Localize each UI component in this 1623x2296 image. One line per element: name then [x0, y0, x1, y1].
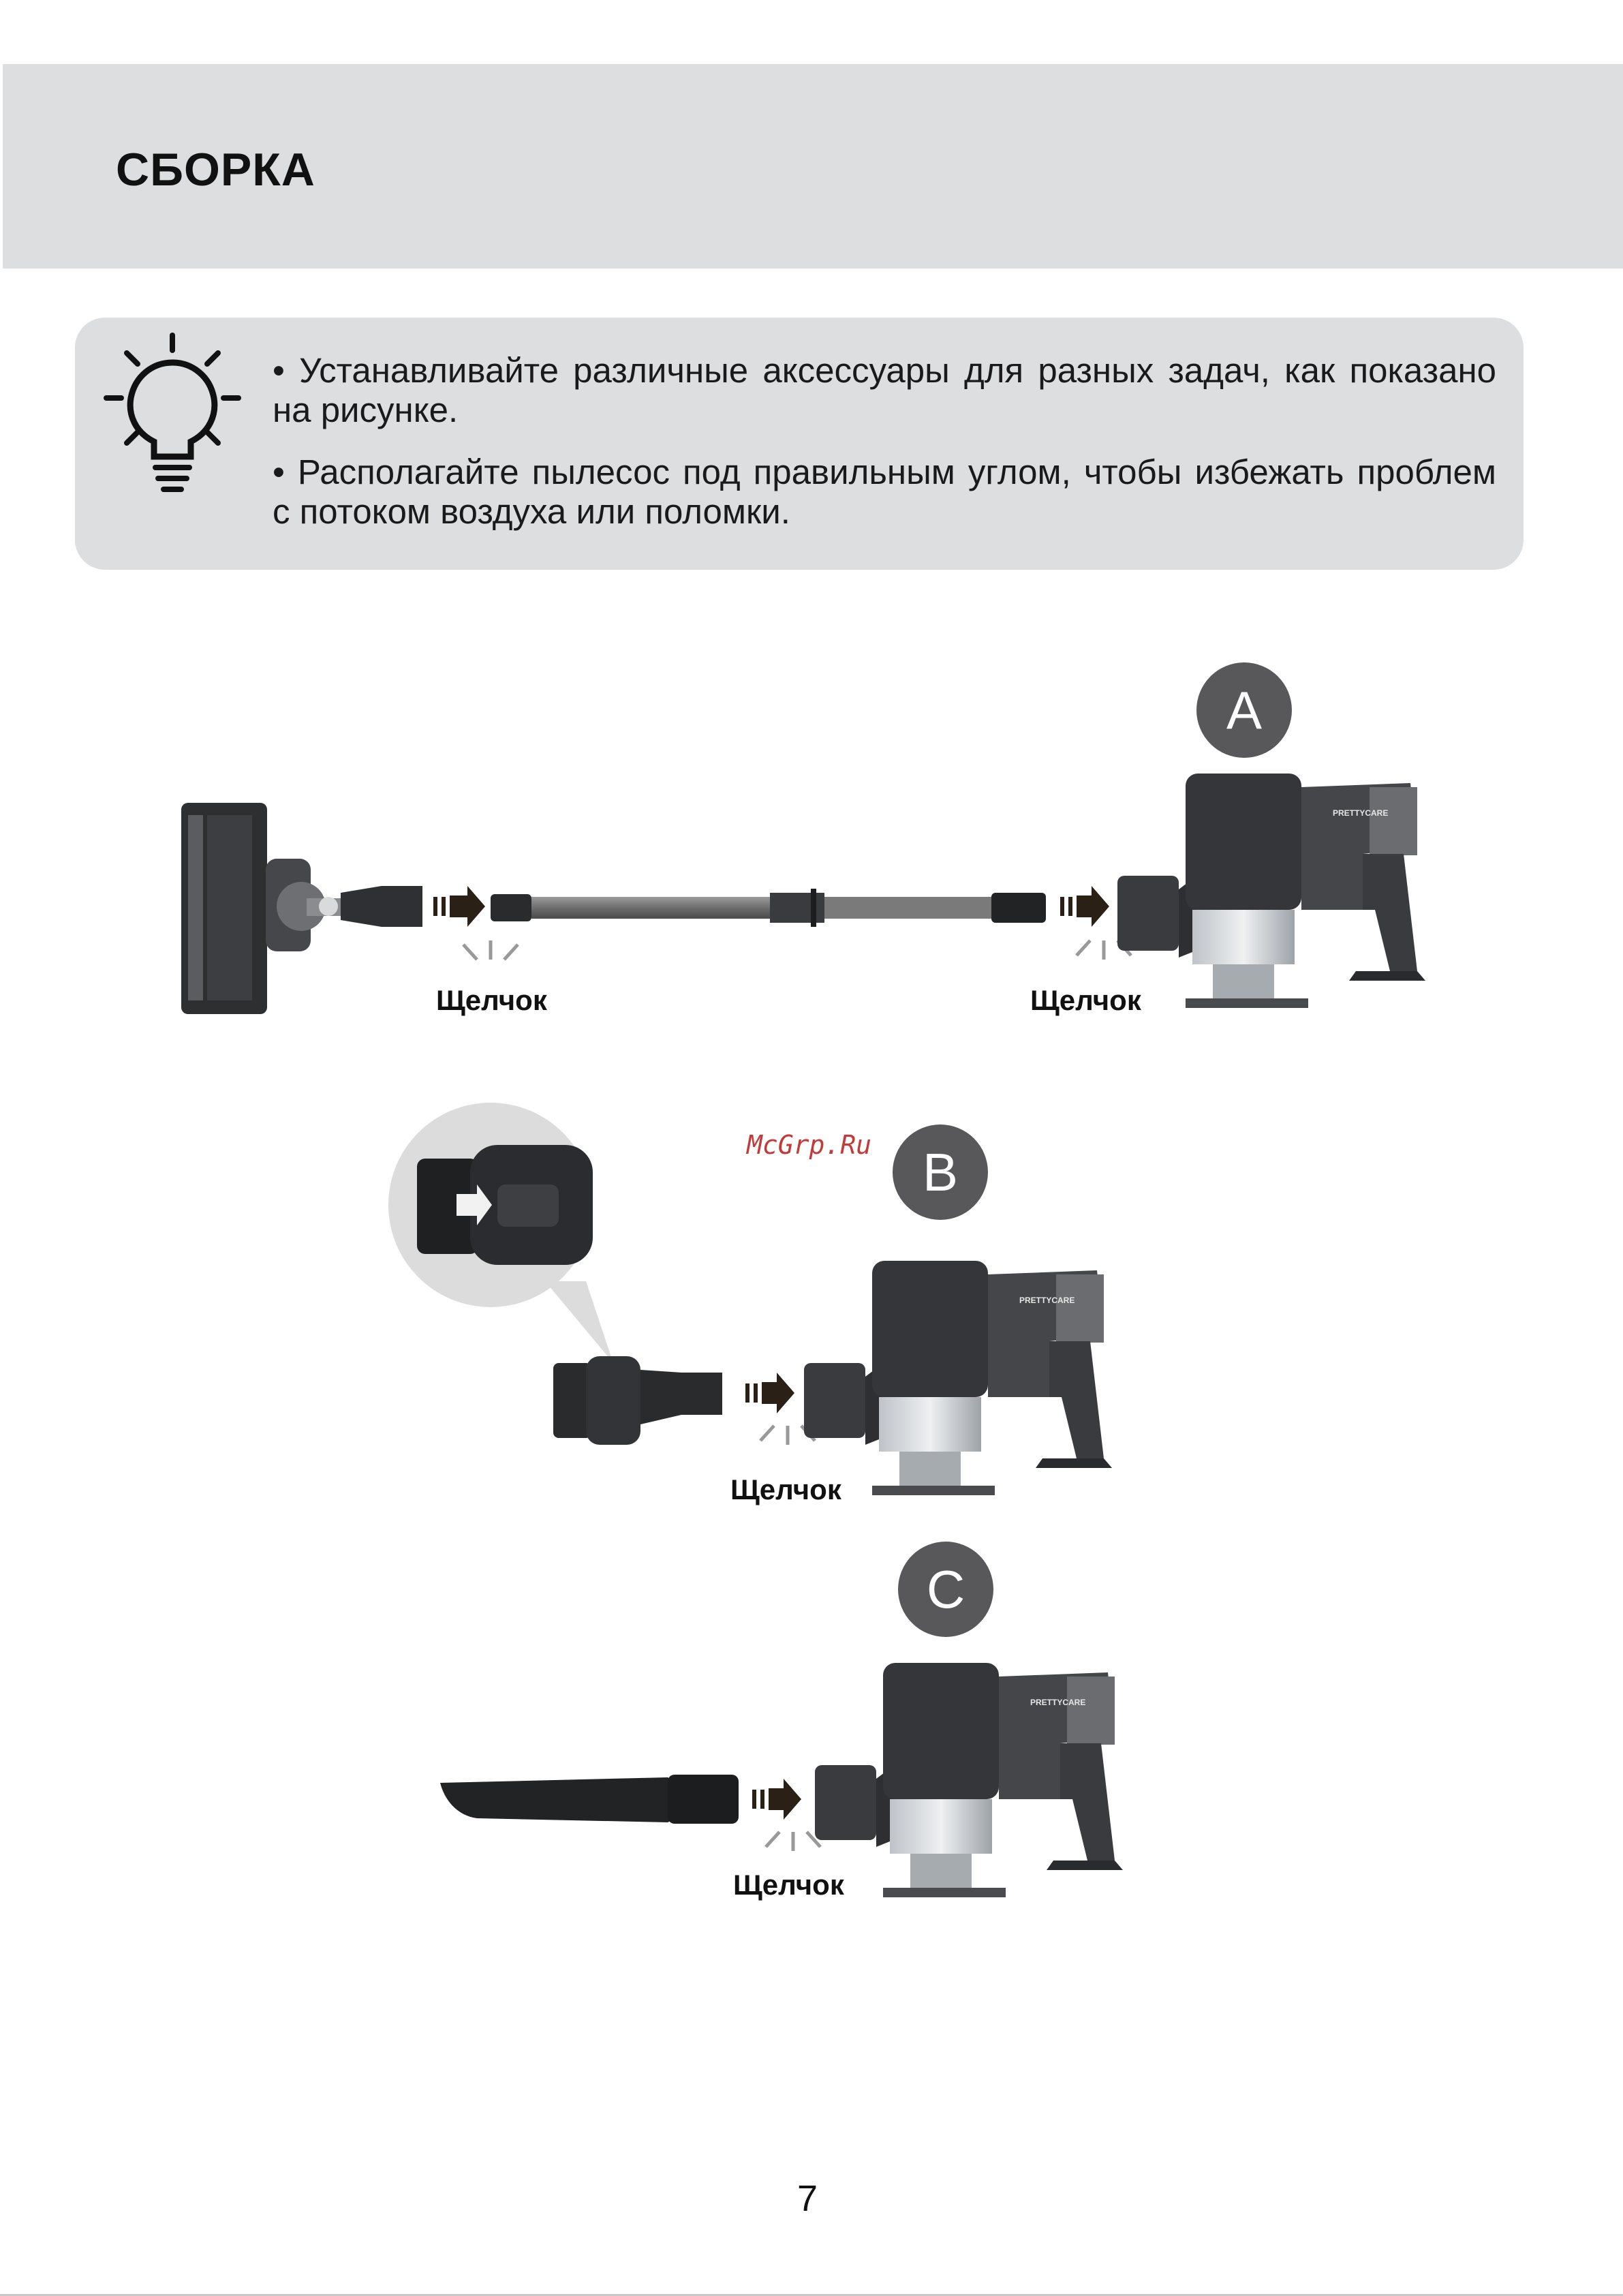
arrow-c: [752, 1779, 801, 1820]
badge-c: C: [898, 1542, 993, 1637]
click-rays-c: [766, 1832, 820, 1851]
page-number: 7: [797, 2178, 818, 2219]
page-title: СБОРКА: [116, 144, 315, 196]
badge-a: A: [1196, 662, 1292, 758]
watermark: McGrp.Ru: [747, 1130, 872, 1160]
click-label-a1: Щелчок: [436, 984, 547, 1016]
click-label-c: Щелчок: [733, 1869, 844, 1901]
svg-text:PRETTYCARE: PRETTYCARE: [1030, 1698, 1086, 1707]
click-label-a2: Щелчок: [1030, 984, 1141, 1016]
tip-item-1: • Устанавливайте различные аксессуары для разных задач, как показано на рисунке.: [273, 351, 1496, 429]
crevice-tool: [440, 1775, 739, 1824]
svg-text:PRETTYCARE: PRETTYCARE: [1333, 808, 1389, 818]
svg-text:PRETTYCARE: PRETTYCARE: [1019, 1296, 1075, 1305]
tip-item-2: • Располагайте пылесос под правильным углом, чтобы избежать проблем с потоком воздуха или поломки.: [273, 453, 1496, 531]
handheld-vacuum-c: [815, 1663, 1123, 1897]
click-label-b: Щелчок: [730, 1473, 841, 1505]
badge-b: B: [893, 1124, 988, 1220]
